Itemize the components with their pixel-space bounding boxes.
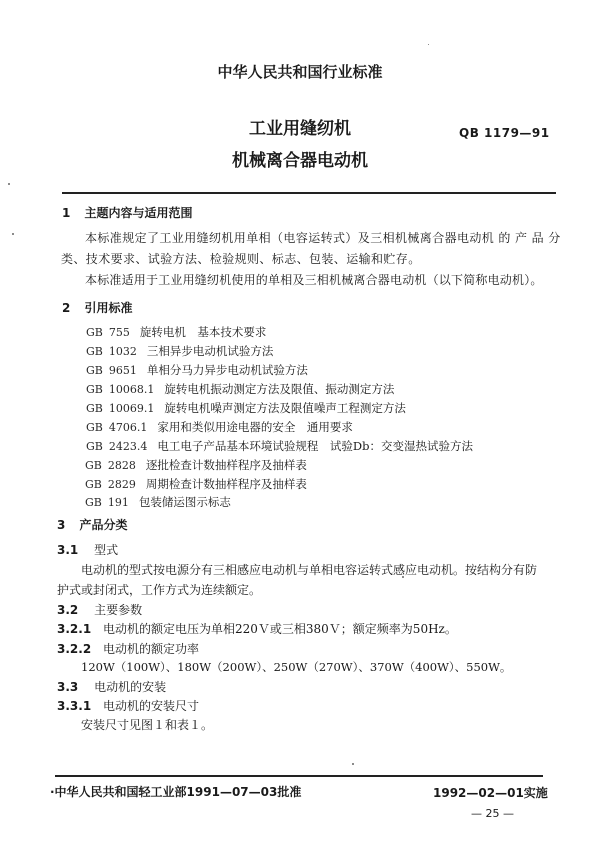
subsection-number: 3.2.2 xyxy=(57,642,92,656)
ref-code: 10068.1 xyxy=(108,383,155,396)
reference-item xyxy=(86,362,308,378)
subsection-title: 电动机的安装尺寸 xyxy=(103,699,200,713)
subsection-3-1-text-line-2: 护式或封闭式，工作方式为连续额定。 xyxy=(57,583,262,597)
subsection-3-3-1 xyxy=(57,697,199,714)
ref-code: 191 xyxy=(107,496,129,509)
section-1-paragraph-2: 本标准适用于工业用缝纫机使用的单相及三相机械离合器电动机（以下简称电动机）。 xyxy=(85,273,543,287)
ref-name: 周期检查计数抽样程序及抽样表 xyxy=(145,477,307,491)
section-title: 产品分类 xyxy=(79,518,128,532)
reference-item xyxy=(85,457,307,473)
ref-code: 2423.4 xyxy=(108,440,148,453)
subsection-title: 主要参数 xyxy=(94,603,143,617)
reference-item xyxy=(86,343,273,359)
ref-code: 9651 xyxy=(108,364,137,377)
section-1-heading xyxy=(62,204,193,221)
ref-prefix: GB xyxy=(86,364,103,377)
header-divider xyxy=(62,192,556,194)
section-2-heading xyxy=(62,299,133,316)
subsection-3-2-1 xyxy=(57,620,457,637)
section-number: 2 xyxy=(62,301,71,315)
page-number: — 25 — xyxy=(471,807,514,820)
subsection-3-1-text-line-1: 电动机的型式按电源分有三相感应电动机与单相电容运转式感应电动机。按结构分有防 xyxy=(81,563,538,577)
ref-code: 4706.1 xyxy=(108,421,148,434)
ref-prefix: GB xyxy=(86,421,103,434)
ref-code: 2828 xyxy=(107,459,136,472)
subsection-3-1 xyxy=(57,541,118,558)
subsection-title: 电动机的安装 xyxy=(94,680,167,694)
reference-item xyxy=(85,494,231,510)
ref-name: 单相分马力异步电动机试验方法 xyxy=(146,363,308,377)
ref-prefix: GB xyxy=(85,459,102,472)
approval-statement: ·中华人民共和国轻工业部1991—07—03批准 xyxy=(50,785,302,799)
subsection-number: 3.2 xyxy=(57,603,79,617)
ref-prefix: GB xyxy=(86,402,103,415)
ref-name: 电工电子产品基本环境试验规程 试验Db：交变湿热试验方法 xyxy=(157,439,473,453)
reference-item xyxy=(86,381,394,397)
ref-prefix: GB xyxy=(86,440,103,453)
ref-name: 旋转电机 基本技术要求 xyxy=(139,325,267,339)
subsection-3-2-2 xyxy=(57,640,199,657)
ref-name: 家用和类似用途电器的安全 通用要求 xyxy=(157,420,353,434)
subsection-title: 型式 xyxy=(94,543,119,557)
scan-speck xyxy=(8,183,10,185)
section-3-heading xyxy=(57,516,128,533)
ref-prefix: GB xyxy=(85,478,102,491)
ref-prefix: GB xyxy=(85,496,102,509)
subsection-3-3 xyxy=(57,678,166,695)
ref-name: 逐批检查计数抽样程序及抽样表 xyxy=(145,458,307,472)
subsection-title: 电动机的额定功率 xyxy=(103,642,200,656)
reference-item xyxy=(86,438,473,454)
ref-code: 1032 xyxy=(108,345,137,358)
scan-speck xyxy=(428,44,429,45)
subsection-number: 3.3.1 xyxy=(57,699,92,713)
effective-date: 1992—02—01实施 xyxy=(433,786,548,800)
document-title-line-2: 机械离合器电动机 xyxy=(232,151,368,171)
ref-name: 包装储运图示标志 xyxy=(138,495,231,509)
subsection-number: 3.1 xyxy=(57,543,79,557)
ref-code: 10069.1 xyxy=(108,402,155,415)
ref-prefix: GB xyxy=(86,345,103,358)
footer-divider xyxy=(55,775,543,777)
ref-name: 三相异步电动机试验方法 xyxy=(146,344,274,358)
ref-prefix: GB xyxy=(86,383,103,396)
issuing-body-heading: 中华人民共和国行业标准 xyxy=(217,63,383,81)
reference-item xyxy=(86,400,406,416)
ref-name: 旋转电机振动测定方法及限值、振动测定方法 xyxy=(164,382,395,396)
subsection-number: 3.3 xyxy=(57,680,79,694)
section-number: 1 xyxy=(62,206,71,220)
rated-power-values: 120W（100W）、180W（200W）、250W（270W）、370W（400W）、550W。 xyxy=(81,660,512,674)
subsection-3-2 xyxy=(57,601,142,618)
section-1-paragraph-1-line-2: 类、技术要求、试验方法、检验规则、标志、包装、运输和贮存。 xyxy=(61,252,421,266)
ref-code: 2829 xyxy=(107,478,136,491)
ref-code: 755 xyxy=(108,326,130,339)
subsection-number: 3.2.1 xyxy=(57,622,92,636)
subsection-3-3-1-text: 安装尺寸见图１和表１。 xyxy=(81,718,214,732)
section-title: 引用标准 xyxy=(84,301,133,315)
ref-name: 旋转电机噪声测定方法及限值噪声工程测定方法 xyxy=(164,401,406,415)
reference-item xyxy=(86,324,266,340)
standard-number: QB 1179—91 xyxy=(459,126,550,140)
scan-speck xyxy=(352,763,354,765)
section-number: 3 xyxy=(57,518,66,532)
reference-item xyxy=(86,419,353,435)
ref-prefix: GB xyxy=(86,326,103,339)
document-title-line-1: 工业用缝纫机 xyxy=(249,119,351,139)
section-1-paragraph-1-line-1: 本标准规定了工业用缝纫机用单相（电容运转式）及三相机械离合器电动机 的 产 品 分 xyxy=(85,231,561,245)
scan-speck xyxy=(12,233,14,235)
section-title: 主题内容与适用范围 xyxy=(84,206,193,220)
reference-item xyxy=(85,476,307,492)
subsection-text: 电动机的额定电压为单相220Ｖ或三相380Ｖ；额定频率为50Hz。 xyxy=(103,622,457,636)
